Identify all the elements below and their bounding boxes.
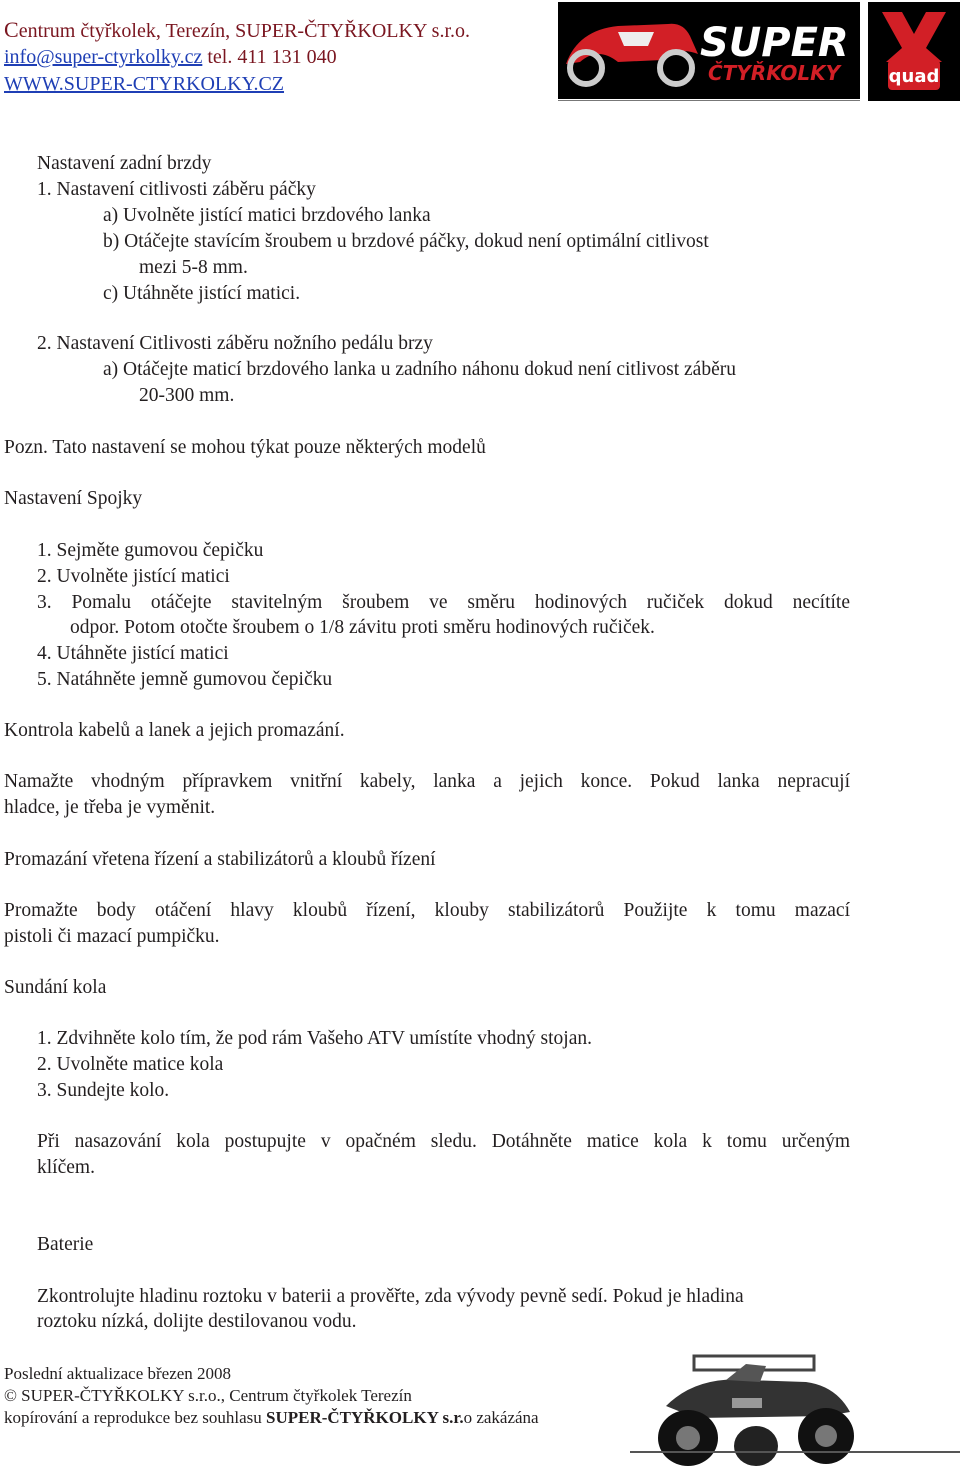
clutch-step-4: 4. Utáhněte jistící matici [37, 643, 229, 664]
wheel-text-2: klíčem. [37, 1157, 95, 1178]
wheel-title: Sundání kola [4, 977, 107, 998]
clutch-step-3: 3. Pomalu otáčejte stavitelným šroubem ve směru hodinových ručiček dokud necítíte [37, 592, 850, 613]
quad-badge [868, 2, 960, 101]
svg-text:ČTYŘKOLKY: ČTYŘKOLKY [708, 61, 841, 85]
rear-brake-item-1c: c) Utáhněte jistící matici. [103, 283, 301, 304]
footer-notice [4, 1407, 539, 1428]
rear-brake-item-1b-cont: mezi 5-8 mm. [139, 257, 248, 278]
svg-text:SUPER: SUPER [700, 20, 849, 66]
clutch-step-3-cont: odpor. Potom otočte šroubem o 1/8 závitu proti směru hodinových ručiček. [70, 617, 655, 638]
header-divider [558, 100, 860, 101]
rear-brake-item-2: 2. Nastavení Citlivosti záběru nožního pedálu brzy [37, 333, 433, 354]
rear-brake-item-1a: a) Uvolněte jistící matici brzdového lanka [103, 205, 431, 226]
footer-divider [630, 1451, 960, 1453]
rear-brake-item-2a: a) Otáčejte maticí brzdového lanka u zadního náhonu dokud není citlivost záběru [103, 359, 736, 380]
company-initial: C [4, 17, 19, 42]
svg-text:quad: quad [888, 66, 940, 87]
cables-title: Kontrola kabelů a lanek a jejich promazání. [4, 720, 345, 741]
battery-text-2: roztoku nízká, dolijte destilovanou vodu. [37, 1311, 357, 1332]
quad-x-icon [868, 2, 960, 101]
wheel-step-3: 3. Sundejte kolo. [37, 1080, 170, 1101]
website-line [4, 71, 284, 98]
clutch-title: Nastavení Spojky [4, 488, 143, 509]
wheel-step-2: 2. Uvolněte matice kola [37, 1054, 224, 1075]
wheel-text-1: Při nasazování kola postupujte v opačném sledu. Dotáhněte matice kola k tomu určeným [37, 1131, 850, 1152]
phone: tel. 411 131 040 [202, 46, 337, 68]
rear-brake-item-1b: b) Otáčejte stavícím šroubem u brzdové páčky, dokud není optimální citlivost [103, 231, 709, 252]
battery-title: Baterie [37, 1234, 94, 1255]
steering-title: Promazání vřetena řízení a stabilizátorů a kloubů řízení [4, 849, 436, 870]
rear-brake-title: Nastavení zadní brzdy [37, 153, 212, 174]
battery-text-1: Zkontrolujte hladinu roztoku v baterii a prověřte, zda vývody pevně sedí. Pokud je hladina [37, 1286, 744, 1307]
atv-photo [636, 1346, 876, 1468]
steering-text-1: Promažte body otáčení hlavy kloubů řízení, klouby stabilizátorů Použijte k tomu mazací [4, 900, 850, 921]
atv-icon [636, 1346, 876, 1468]
company-line [4, 16, 470, 45]
footer-notice-post: o zakázána [463, 1408, 539, 1427]
footer-copyright: © SUPER-ČTYŘKOLKY s.r.o., Centrum čtyřkolek Terezín [4, 1386, 412, 1405]
website-link[interactable]: WWW.SUPER-CTYRKOLKY.CZ [4, 73, 285, 95]
steering-text-2: pistoli či mazací pumpičku. [4, 926, 220, 947]
clutch-step-1: 1. Sejměte gumovou čepičku [37, 540, 264, 561]
cables-text-2: hladce, je třeba je vyměnit. [4, 797, 216, 818]
atv-logo-icon [558, 2, 860, 99]
super-ctyrkolky-logo [558, 2, 860, 99]
footer-notice-bold: SUPER-ČTYŘKOLKY s.r. [266, 1408, 464, 1427]
rear-brake-note: Pozn. Tato nastavení se mohou týkat pouze některých modelů [4, 437, 486, 458]
clutch-step-5: 5. Natáhněte jemně gumovou čepičku [37, 669, 333, 690]
email-link[interactable]: info@super-ctyrkolky.cz [4, 46, 203, 68]
clutch-step-2: 2. Uvolněte jistící matici [37, 566, 230, 587]
rear-brake-item-1: 1. Nastavení citlivosti záběru páčky [37, 179, 316, 200]
contact-line [4, 44, 337, 71]
cables-text-1: Namažte vhodným přípravkem vnitřní kabely, lanka a jejich konce. Pokud lanka nepracují [4, 771, 850, 792]
footer-updated: Poslední aktualizace březen 2008 [4, 1364, 232, 1383]
rear-brake-item-2a-cont: 20-300 mm. [139, 385, 235, 406]
footer-notice-pre: kopírování a reprodukce bez souhlasu [4, 1408, 266, 1427]
wheel-step-1: 1. Zdvihněte kolo tím, že pod rám Vašeho ATV umístíte vhodný stojan. [37, 1028, 592, 1049]
company-name: entrum čtyřkolek, Terezín, SUPER-ČTYŘKOLKY s.r.o. [18, 20, 471, 42]
